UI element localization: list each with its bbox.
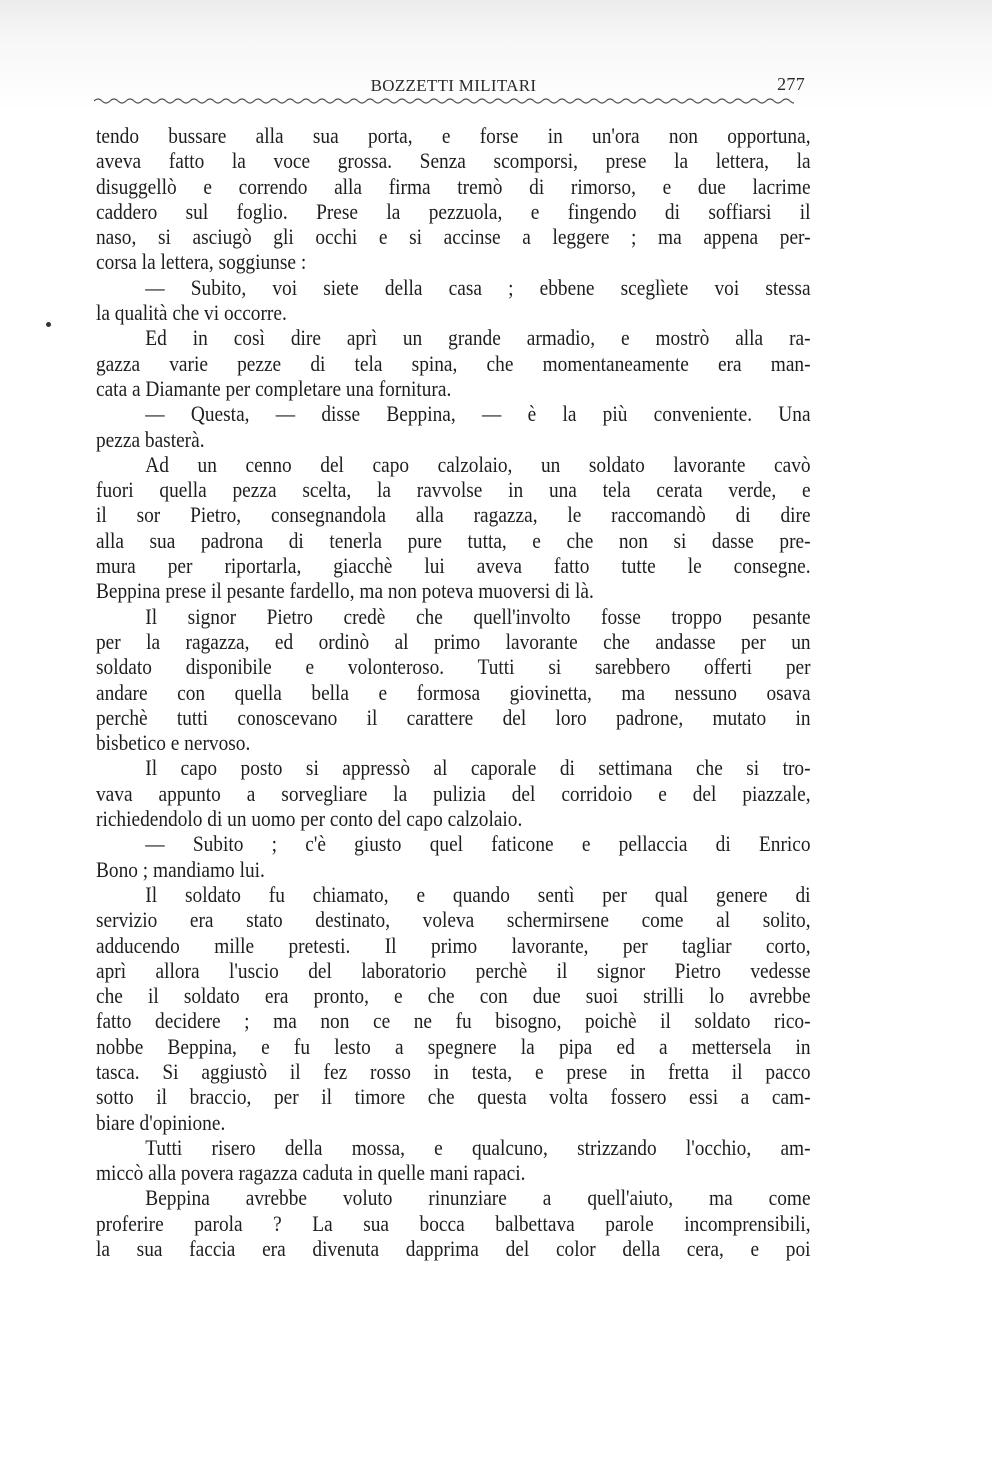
text-line: perchè tutti conoscevano il carattere del loro padrone, mutato in xyxy=(96,704,811,730)
text-line: miccò alla povera ragazza caduta in quelle mani rapaci. xyxy=(96,1160,526,1186)
text-line: pezza basterà. xyxy=(96,426,205,452)
text-line: — Questa, — disse Beppina, — è la più conveniente. Una xyxy=(145,401,811,427)
text-line: il sor Pietro, consegnandola alla ragazza, le raccomandò di dire xyxy=(96,502,811,528)
text-line: Ed in così dire aprì un grande armadio, e mostrò alla ra- xyxy=(145,325,811,351)
text-line: Il soldato fu chiamato, e quando sentì per qual genere di xyxy=(145,881,811,907)
text-line: tasca. Si aggiustò il fez rosso in testa, e prese in fretta il pacco xyxy=(96,1058,811,1084)
text-line: che il soldato era pronto, e che con due suoi strilli lo avrebbe xyxy=(96,983,811,1009)
text-line: aveva fatto la voce grossa. Senza scomporsi, prese la lettera, la xyxy=(96,148,811,174)
text-line: naso, si asciugò gli occhi e si accinse a leggere ; ma appena per- xyxy=(96,224,811,250)
text-line: — Subito, voi siete della casa ; ebbene sceglìete voi stessa xyxy=(145,274,811,300)
running-title: BOZZETTI MILITARI xyxy=(370,76,537,95)
text-line: richiedendolo di un uomo per conto del capo calzolaio. xyxy=(96,806,523,832)
text-line: Beppina avrebbe voluto rinunziare a quell'aiuto, ma come xyxy=(145,1185,811,1211)
text-line: la sua faccia era divenuta dapprima del color della cera, e poi xyxy=(96,1236,811,1262)
text-line: Il capo posto si appressò al caporale di settimana che si tro- xyxy=(145,755,811,781)
text-line: corsa la lettera, soggiunse : xyxy=(96,249,307,275)
text-line: servizio era stato destinato, voleva schermirsene come al solito, xyxy=(96,907,811,933)
text-line: nobbe Beppina, e fu lesto a spegnere la pipa ed a mettersela in xyxy=(96,1033,811,1059)
text-line: Ad un cenno del capo calzolaio, un soldato lavorante cavò xyxy=(145,451,811,477)
text-line: biare d'opinione. xyxy=(96,1109,226,1135)
text-line: aprì allora l'uscio del laboratorio perchè il signor Pietro vedesse xyxy=(96,957,811,983)
text-line: Bono ; mandiamo lui. xyxy=(96,856,265,882)
text-line: cata a Diamante per completare una fornitura. xyxy=(96,375,452,401)
text-line: bisbetico e nervoso. xyxy=(96,730,251,756)
text-line: mura per riportarla, giacchè lui aveva fatto tutte le consegne. xyxy=(96,553,811,579)
text-line: Beppina prese il pesante fardello, ma non poteva muoversi di là. xyxy=(96,578,594,604)
text-line: caddero sul foglio. Prese la pezzuola, e fingendo di soffiarsi il xyxy=(96,198,811,224)
text-line: sotto il braccio, per il timore che questa volta fossero essi a cam- xyxy=(96,1084,811,1110)
text-line: soldato disponibile e volonteroso. Tutti si sarebbero offerti per xyxy=(96,654,811,680)
text-line: proferire parola ? La sua bocca balbettava parole incomprensibili, xyxy=(96,1210,811,1236)
text-line: Il signor Pietro credè che quell'involto fosse troppo pesante xyxy=(145,603,811,629)
text-line: alla sua padrona di tenerla pure tutta, e che non si dasse pre- xyxy=(96,527,811,553)
text-line: fatto decidere ; ma non ce ne fu bisogno, poichè il soldato rico- xyxy=(96,1008,811,1034)
text-line: vava appunto a sorvegliare la pulizia del corridoio e del piazzale, xyxy=(96,780,811,806)
text-line: andare con quella bella e formosa giovinetta, ma nessuno osava xyxy=(96,679,811,705)
text-line: fuori quella pezza scelta, la ravvolse in una tela cerata verde, e xyxy=(96,477,811,503)
text-line: disuggellò e correndo alla firma tremò di rimorso, e due lacrime xyxy=(96,173,811,199)
text-line: gazza varie pezze di tela spina, che momentaneamente era man- xyxy=(96,350,811,376)
text-line: adducendo mille pretesti. Il primo lavorante, per tagliar corto, xyxy=(96,932,811,958)
text-line: per la ragazza, ed ordinò al primo lavorante che andasse per un xyxy=(96,628,811,654)
margin-speck xyxy=(46,322,51,327)
text-line: tendo bussare alla sua porta, e forse in un'ora non opportuna, xyxy=(96,123,811,148)
text-line: la qualità che vi occorre. xyxy=(96,300,287,326)
page-number: 277 xyxy=(777,74,805,94)
text-line: Tutti risero della mossa, e qualcuno, strizzando l'occhio, am- xyxy=(145,1134,811,1160)
wavy-rule-divider xyxy=(94,95,794,107)
body-text xyxy=(96,123,811,1261)
text-line: — Subito ; c'è giusto quel faticone e pellaccia di Enrico xyxy=(145,831,811,857)
